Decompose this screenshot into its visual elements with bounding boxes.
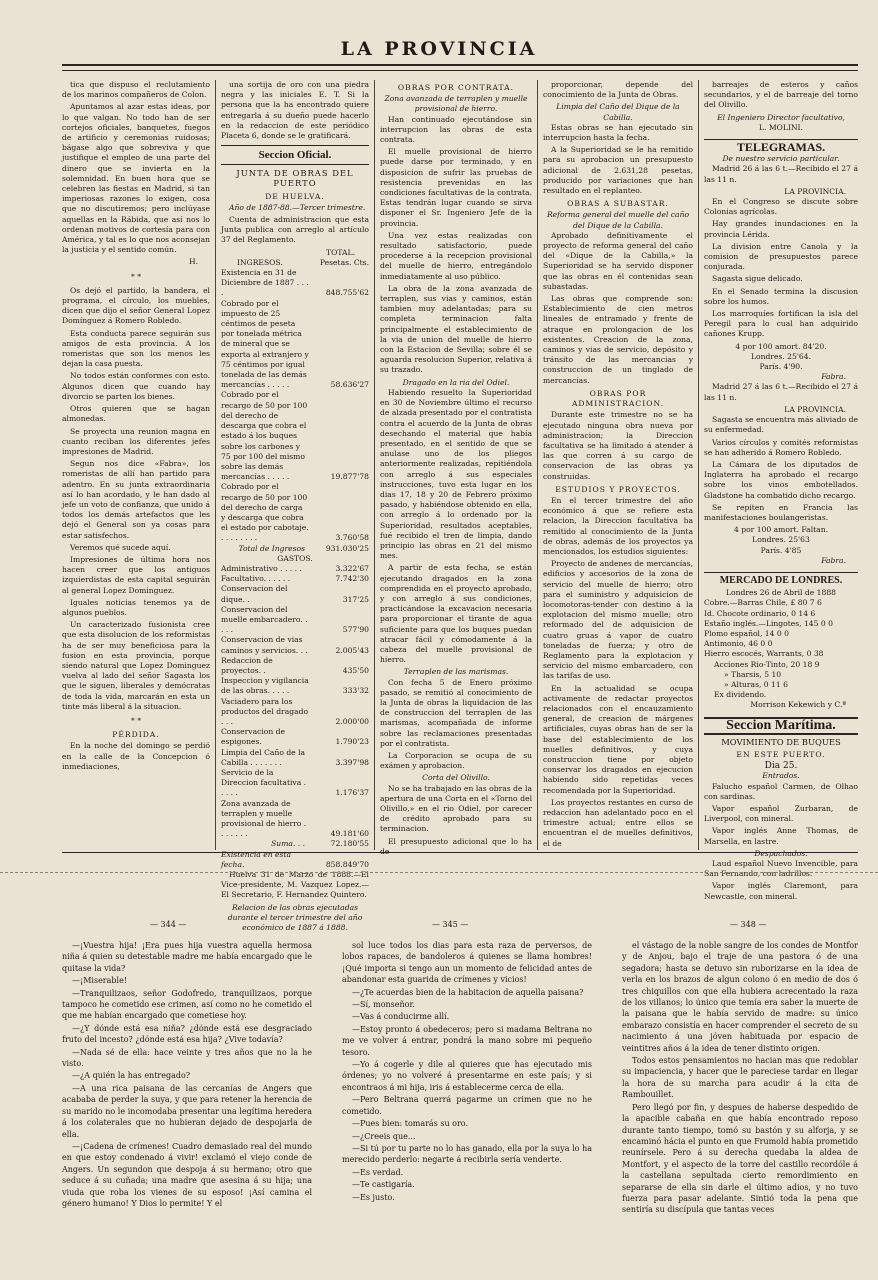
folletin-paragraph: —Pero Beltrana querrá pagarme un crimen que no he cometido. [342, 1095, 592, 1116]
folletin-paragraph: el vástago de la noble sangre de los condes de Montfor y de Anjou, bajo el traje de una pastora ó de una segadora; hasta se detuvo sin ruborizarse en la idea de verla en los brazos de algun colono ó en medio de dos ó tres chiquillos con que ella hubiera acrecentado la raza de los villanos; lo único que temía era saber la muerte de la paisana que le había servido de madre: su único embarazo consistía en hacer comprender el secreto de su nacimiento á una jóven habituada por espacio de veintitres años á la idea de tener distinto origen. [622, 941, 858, 1053]
reforma-title: Reforma general del muelle del caño del Dique de la Cabilla. [546, 210, 690, 230]
ship-line: Vapor español Zurbaran, de Liverpool, con mineral. [704, 804, 858, 824]
folletin-paragraph: —¿Creeis que... [352, 1131, 416, 1141]
paragraph: proporcionar, depende del conocimiento de la Junta de Obras. [543, 80, 693, 100]
table-row [221, 635, 369, 655]
row-label: Conservacion de vias caminos y servicios. . . [221, 635, 308, 655]
junta-title: JUNTA DE OBRAS DEL PUERTO [236, 168, 354, 189]
fabra-sign: Fabra. [821, 555, 846, 565]
telegram-line: La division entre Canola y la comision de presupuestos parece conjurada. [704, 241, 858, 272]
table-row [221, 584, 369, 604]
telegram-line: Los marroquíes fortifican la isla del Peregil para lo cual han adquirido cañones Krupp. [704, 309, 858, 339]
telegram-line: Madrid 26 á las 6 t.—Recibido el 27 á las 11 n. [704, 164, 858, 184]
folletin-paragraph: —Es justo. [352, 1192, 395, 1202]
telegram-line: Sagasta se encuentra más aliviado de su enfermedad. [704, 415, 858, 435]
folletin-paragraph: —Tranquilizaos, señor Godofredo, tranquilizaos, porque tampoco he cometido ese crimen, así como no he cometido el que me habían encargado que cometiese hoy. [62, 988, 312, 1021]
signature: H. [188, 257, 198, 267]
folletin-paragraph: —Pues bien: tomarás su oro. [352, 1119, 469, 1129]
row-amount: 577'90 [342, 625, 369, 635]
row-amount: 3.322'67 [335, 563, 369, 573]
paragraph: Proyecto de andenes de mercancías, edificios y accesorios de la zona de servicio del muelle de hierro; otro para el suministro y adquisicion de locomotoras-tender con destino á la explotacion del mismo muelle; otro reformado del de adquisicion de cuatro gruas á vapor de cuatro toneladas de fuerza; y otro de Reglamento para la explotacion y servicio del mismo embarcadero, con las tarifas de uso. [543, 559, 693, 681]
masthead-rule-thin [62, 70, 858, 71]
year-line: Año de 1887-88.—Tercer trimestre. [229, 202, 366, 212]
market-line: Londres. 25'64. [750, 351, 812, 361]
table-row [221, 268, 369, 299]
table-row [221, 748, 369, 768]
dia-title: Dia 25. [764, 761, 798, 772]
paragraph: Iguales noticias tenemos ya de algunos pueblos. [62, 597, 210, 617]
folio-345: — 345 — [432, 920, 469, 929]
movimiento-subtitle: EN ESTE PUERTO. [736, 749, 826, 759]
relacion-title: Relacion de las obras ejecutadas durante el tercer trimestre del año económico de 1887 á 1888. [227, 902, 363, 933]
paragraph: Los proyectos restantes en curso de redaccion han adelantado poco en el trimestre actual; entre ellos se encuentran el de muelles definitivos, el de [543, 797, 693, 848]
row-amount: 58.636'27 [330, 380, 369, 390]
table-row [221, 564, 369, 574]
folletin-paragraph: —Es verdad. [352, 1167, 404, 1177]
suma-amount: 72.180'55 [330, 839, 369, 849]
folletin-paragraph: Pero llegó por fin, y despues de haberse despedido de la apacible cabaña en que había encontrado reposo durante tanto tiempo, tomó su bastón y su alforja, y se encaminó hácia el punto en que Frumold había prometido reunírsele. Pero á su derecha quedaba la aldea de Montfort, y el aspecto de la torre del castillo recordóle á la castellana sepultada cierto remordimiento en separarse de ella sin darle el último adios, y no tuvo fuerza para pasar adelante. Sintió toda la pena que sentiría su discípula que tantas veces [622, 1102, 858, 1215]
row-amount: 3.397'98 [335, 757, 369, 767]
total-ingresos-label: Total de Ingresos [238, 543, 305, 553]
row-label: Facultativo. . . . . . [221, 574, 291, 584]
folletin-paragraph: Todos estos pensamientos no hacian mas que redoblar su impaciencia, y hacer que le pareciese tardar en llegar la hora de su marcha para acudir á la cita de Rambouillet. [622, 1056, 858, 1100]
market-line: 4 por 100 amort. 84'20. [735, 341, 827, 351]
intro: Cuenta de administracion que esta Junta publica con arreglo al artículo 37 del Reglamento. [221, 215, 369, 245]
row-label: Redaccion de proyectos. . [221, 655, 273, 675]
table-row [221, 768, 369, 799]
row-label: Limpia del Caño de la Cabilla . . . . . . . [221, 747, 306, 767]
mercado-line: Hierro escocés, Warrants, 0 38 [704, 649, 824, 659]
mercado-line: Acciones Rio-Tinto, 20 18 9 [714, 659, 820, 669]
telegram-line: En el Congreso se discute sobre Colonias agrícolas. [704, 197, 858, 217]
row-label: Zona avanzada de terraplen y muelle provisional de hierro . . . . . . . [221, 798, 307, 839]
mercado-line: Cobre.—Barras Chile, £ 80 7 6 [704, 598, 822, 608]
column-5 [704, 80, 858, 901]
folletin-paragraph: sol luce todos los dias para esta raza de perversos, de lobos rapaces, de bandoleros á quienes se llama hombres! ¡Qué importa si tengo aun un momento de felicidad antes de abandonar esta guarida de crímenes y vicios! [342, 941, 592, 985]
corta-title: Corta del Olivillo. [422, 773, 490, 783]
telegram-line: La Cámara de los diputados de Inglaterra ha aprobado el recargo sobre los vinos embotellados. Gladstone ha combatido dicho recargo. [704, 459, 858, 500]
paragraph: La Corporacion se ocupa de su exámen y aprobacion. [380, 751, 532, 771]
row-label: Conservacion del dique. . [221, 584, 288, 604]
paragraph: A la Superioridad se le ha remitido para su aprobacion un presupuesto adicional de 2.631,28 pesetas, producido por variaciones que han resultado en el replanteo. [543, 145, 693, 196]
row-label: Vaciadero para los productos del dragado . . . [221, 696, 309, 726]
table-row [221, 482, 369, 543]
paragraph: La obra de la zona avanzada de terraplen, sus vias y caminos, están tambien muy adelantadas; para su completa terminacion falta principalmente el establecimiento de la via de union del muelle de hierro con la Estacion de Sevilla; sobre él se aguarda resolucion Superior, relativa á su trazado. [380, 283, 532, 375]
paragraph: El muelle provisional de hierro puede darse por terminado, y en disposicion de sufrir las pruebas de resistencia prevenidas en las condiciones facultativas de la contrata. Estas tendrán lugar cuando se sirva disponer el Sr. Ingeniero Jefe de la provincia. [380, 147, 532, 228]
telegram-line: Varios círculos y comités reformistas se han adherido á Romero Robledo. [704, 437, 858, 457]
paragraph: El presupuesto adicional que lo ha de [380, 836, 532, 856]
table-row [221, 390, 369, 482]
row-label: Cobrado por el recargo de 50 por 100 del derecho de carga y descarga que cobra el estado por cabotaje. . . . . . . . . [221, 482, 309, 543]
table-row [221, 697, 369, 728]
entrados-title: Entrados. [762, 771, 800, 781]
row-amount: 317'25 [342, 594, 369, 604]
table-row [221, 727, 369, 747]
existencia-label: Existencia en esta fecha. [221, 849, 291, 869]
la-provincia-sign: LA PROVINCIA. [784, 186, 846, 196]
telegramas-subtitle: De nuestro servicio particular. [722, 154, 840, 164]
junta-subtitle: DE HUELVA. [265, 191, 325, 201]
pesetas-header: Pesetas. Cts. [319, 257, 369, 267]
folletin-paragraph: —¿A quién la has entregado? [72, 1071, 191, 1081]
row-amount: 848.755'62 [325, 288, 369, 298]
table-row [221, 299, 369, 391]
section-title-oficial: Seccion Oficial. [221, 145, 369, 165]
mercado-line: » Alturas, 0 11 6 [724, 679, 788, 689]
folletin-paragraph: —¿Te acuerdas bien de la habitacion de aquella paisana? [352, 987, 584, 997]
row-label: Servicio de la Direccion facultativa . . . . . [221, 768, 307, 798]
ingresos-table [221, 258, 369, 870]
row-amount: 2.005'43 [335, 645, 369, 655]
ship-line: Falucho español Carmen, de Olhao con sardinas. [704, 781, 858, 801]
paragraph: Otros quieren que se hagan almonedas. [62, 404, 210, 424]
total-header: TOTAL. [326, 247, 355, 257]
paragraph: A partir de esta fecha, se están ejecutando dragados en la zona comprendida en el proyecto aprobado, y con arreglo á sus condiciones, practicándose la excavacion necesaria para proporcionar el tirante de agua suficiente para que los buques puedan atracar fácil y cómodamente á la cabeza del muelle provisional de hierro. [380, 563, 532, 665]
mercado-line: Antimonio, 46 0 0 [704, 639, 773, 649]
mercado-line: Ex dividendo. [714, 690, 767, 700]
mercado-title: MERCADO DE LONDRES. [704, 572, 858, 586]
paragraph: Han continuado ejecutándose sin interrupcion las obras de esta contrata. [380, 114, 532, 145]
terraplen-title: Terraplen de las marismas. [403, 667, 509, 677]
row-amount: 1.176'37 [335, 788, 369, 798]
column-1 [62, 80, 210, 850]
la-provincia-sign: LA PROVINCIA. [784, 404, 846, 414]
column-divider [374, 80, 375, 850]
paragraph: Las obras que comprende son: Establecimiento de cien metros lineales de entramado y frente de atraque en prolongacion de los existentes. Creacion de la zona, caminos y vias de servicio, depósito y tránsito de las mercancias y construccion de un tinglado de mercancías. [543, 294, 693, 385]
row-amount: 49.181'60 [330, 829, 369, 839]
paragraph: Con fecha 5 de Enero próximo pasado, se remitió al conocimiento de la Junta de obras la liquidacion de las de construccion del terraplen de las marismas, acompañada de informe sobre las reclamaciones presentadas por el contratista. [380, 677, 532, 748]
folletin-paragraph: —Si tú por tu parte no lo has ganado, ella por la suya lo ha merecido perderlo: negarte á recibirla sería venderte. [342, 1143, 592, 1165]
existencia-amount: 858.849'70 [325, 859, 369, 869]
row-amount: 333'32 [342, 686, 369, 696]
table-row [221, 605, 369, 636]
folletin-paragraph: —¡Miserable! [72, 976, 128, 986]
dragado-title: Dragado en la ria del Odiel. [402, 377, 510, 387]
row-amount: 1.790'23 [335, 737, 369, 747]
perdida-title: PÉRDIDA. [112, 730, 160, 740]
column-divider [215, 80, 216, 850]
row-amount: 7.742'30 [335, 574, 369, 584]
folletin-paragraph: —Te castigaría. [352, 1180, 415, 1190]
paragraph: Se proyecta una reunion magna en cuanto reciban los diferentes jefes impresiones de Madrid. [62, 426, 210, 456]
table-row [221, 656, 369, 676]
row-label: Conservacion del muelle embarcadero. . . . . [221, 604, 308, 635]
paragraph: barreajes de esteros y caños secundarios, y el de barreaje del torno del Olivillo. [704, 80, 858, 110]
paragraph: Estas obras se han ejecutado sin interrupcion hasta la fecha. [543, 122, 693, 143]
paragraph: No se ha trabajado en las obras de la apertura de una Corta en el «Torno del Olivillo,» en el rio Odiel, por carecer de crédito aprobado para su terminacion. [380, 783, 532, 834]
mercado-line: » Tharsis, 5 10 [724, 669, 782, 679]
engineer-name: L. MOLINI. [759, 122, 803, 132]
ship-line: Vapor inglés Claremont, para Newcastle, con mineral. [704, 881, 858, 901]
paragraph: Apuntamos al azar estas ideas, por lo que valgan. No todo han de ser cortejos oficiales, banquetes, fuegos de artificio y ceremonias ruidosas; bágase algo que sobreviva y que justifique el empleo de una parte del dinero que se invierta en la solemnidad. En buen hora que se celebren las fiestas en Madrid, si tan imperiosas razones lo exigen, cosa que no discutiremos; pero inclúyase aquellas en la Rábida, que así nos lo ordenan motivos de cortesía para con América, y tal es lo que nos aconsejan la justicia y el sentido común. [62, 102, 210, 255]
row-amount: 3.760'58 [335, 533, 369, 543]
paragraph: Os dejó el partido, la bandera, el programa, el círculo, los muebles, dicen que dijo el señor General Lopez Domínguez á Romero Robledo. [62, 285, 210, 326]
row-amount: 2.000'00 [335, 716, 369, 726]
masthead: LA PROVINCIA [340, 38, 538, 60]
folletin-paragraph: —¿Y dónde está esa niña? ¿dónde está ese desgraciado fruto del incesto? ¿dónde está esa hija? ¿Vive todavía? [62, 1023, 312, 1045]
row-label: Cobrado por el impuesto de 25 céntimos de peseta por tonelada métrica de mineral que se exporta al extranjero y 75 céntimos por igual tonelada de las demás mercancías . . . . . [221, 298, 309, 390]
mercado-line: Id. Chocote ordinario, 0 14 6 [704, 608, 816, 618]
paragraph: Esta conducta parece seguirán sus amigos de esta provincia. A los romeristas que son los menos les dejan la casa puesta. [62, 328, 210, 369]
market-line: 4 por 100 amort. Faltan. [733, 525, 829, 535]
estudios-header: ESTUDIOS Y PROYECTOS. [555, 484, 681, 494]
table-row [221, 676, 369, 696]
folio-344: — 344 — [150, 920, 187, 929]
paragraph: Habiendo resuelto la Superioridad en 30 de Noviembre último el recurso de alzada presentado por el contratista contra el acuerdo de la Junta de obras desechando el material que había presentado, en el sentido de que se anulase uno de los pliegos anteriormente realizadas, repitiéndola con arreglo á sus especiales instrucciones, tuvo esta lugar en los dias 17, 18 y 20 de Febrero próximo pasado, y habiéndose obtenido en ella, con arreglo á lo ordenado por la Superioridad, resultados aceptables, fué recibido el tren de limpia, dando principio las obras en 21 del mismo mes. [380, 387, 532, 561]
section-title-maritima: Seccion Marítima. [704, 717, 858, 735]
mercado-signature: Morrison Kekewich y C.ª [750, 700, 846, 710]
table-row [221, 799, 369, 840]
zona-title: Zona avanzada de terraplen y muelle provisional de hierro. [384, 94, 528, 114]
date-line: Huelva 31 de Marzo de 1888.—El Vice-presidente, M. Vazquez Lopez.—El Secretario, F. Hernandez Quintero. [221, 870, 369, 900]
row-label: Administrativo . . . . . [221, 563, 302, 573]
limpia-title: Limpia del Caño del Dique de la Cabilla. [556, 102, 680, 122]
folletin-paragraph: —¡Cadena de crímenes! Cuadro demasiado real del mundo en que estoy condenado á vivir! exclamó el viejo conde de Angers. Un segundon que despoja á su hermano; otro que seduce á su cuñada; una madre que asesina á su hija; una viuda que roba los vienes de su esposo! ¡Así camina el género humano! Y Dios lo permite! Y el [62, 1141, 312, 1208]
row-amount: 19.877'78 [330, 472, 369, 482]
column-3 [380, 80, 532, 856]
row-label: Cobrado por el recargo de 50 por 100 del derecho de descarga que cobra el estado á los buques sobre los carbones y 75 por 100 del mismo sobre las demás mercancías . . . . . [221, 390, 308, 482]
paragraph: Impresiones de última hora nos hacen creer que los antiguos izquierdistas de esta capital seguirán al general Lopez Dominguez. [62, 554, 210, 595]
paragraph: En la actualidad se ocupa activamente de redactar proyectos relacionados con el encauzamiento general, de creacion de márgenes artificiales, cuyas obras han de ser la base del establecimiento de los muelles definitivos, y cuya construccion tiene por objeto conservar los dragados en ejecucion habiendo sido repetidas veces recomendada por la Superioridad. [543, 683, 693, 795]
paragraph: Un caracterizado fusionista cree que esta disolucion de los reformistas ha de ser muy beneficiosa para la fusion en esta provincia, porque siendo natural que Lopez Dominguez vuelva al lado del señor Sagasta los que le siguen, liberales y demócratas de toda la vida, marcarán en esta un tinte más liberal á la situacion. [62, 620, 210, 711]
folletin-paragraph: —Nada sé de ella: hace veinte y tres años que no la he visto. [62, 1047, 312, 1069]
separator-stars: * * [130, 271, 141, 281]
row-amount: 435'50 [342, 665, 369, 675]
engineer-signature: El Ingeniero Director facultativo, [717, 112, 845, 122]
column-2 [221, 80, 369, 933]
paragraph: Segun nos dice «Fabra», los romeristas de allí han partido para adentro. En su junta extraordinaria así lo han acordado, y le han dado al jefe un voto de confianza, que unido á todos los demás artefactos que les dejó el General son ya cosas para estar satisfechos. [62, 459, 210, 540]
fabra-sign: Fabra. [821, 372, 846, 382]
subasta-header: OBRAS A SUBASTAR. [567, 199, 669, 209]
telegramas-title: TELEGRAMAS. [704, 139, 858, 152]
column-4 [543, 80, 693, 850]
telegram-line: Madrid 27 á las 6 t.—Recibido el 27 á las 11 n. [704, 382, 858, 402]
suma-label: Suma. . . [271, 839, 305, 849]
market-line: Londres. 25'63 [752, 535, 810, 545]
row-label: Inspeccion y vigilancia de las obras. . . . . [221, 676, 309, 696]
masthead-rule [62, 64, 858, 66]
ship-line: Laud español Nuevo Invencible, para San Fernando, con ladrillos. [704, 859, 858, 879]
folletin-paragraph: —Estoy pronto á obedeceros; pero si madama Beltrana no me ve volver á entrar, pondrá la mano sobre mi pequeño tesoro. [342, 1024, 592, 1057]
folletin-column-1 [62, 940, 312, 1270]
ingresos-header: INGRESOS. [237, 257, 283, 267]
paragraph: Una vez estas realizadas con resultado satisfactorio, puede procederse á la recepcion provisional del muelle de hierro, entregándolo inmediatamente al uso público. [380, 230, 532, 281]
paragraph: En el tercer trimestre del año económico á que se refiere esta relacion, la Direccion facultativa ha remitido al conocimiento de la Junta de obras, además de los proyectos ya mencionados, los estudios siguientes: [543, 495, 693, 556]
movimiento-title: MOVIMIENTO DE BUQUES [721, 736, 841, 747]
mercado-line: Londres 26 de Abril de 1888 [726, 588, 836, 598]
folletin-paragraph: —Yo á cogerle y dile al quieres que has ejecutado mis órdenes; yo no volveré á presentarme en este país; y si encontraos á mi hija, iris á establecerme cerca de ella. [342, 1060, 592, 1092]
obras-contrata-header: OBRAS POR CONTRATA. [397, 83, 515, 92]
folletin-paragraph: —Sí, monseñor. [352, 1000, 415, 1010]
folletin-paragraph: —¡Vuestra hija! ¡Era pues hija vuestra aquella hermosa niña á quien su detestable madre me había encargado que le quitase la vida? [62, 941, 312, 973]
paragraph: una sortija de oro con una piedra negra y las iniciales E. T. Si la persona que la ha encontrado quiere entregarla á su dueño puede hacerlo en la redaccion de este periódico Placeta 6, donde se le gratificará. [221, 80, 369, 141]
telegram-line: En el Senado termina la discusion sobre los humos. [704, 286, 858, 306]
telegram-line: Se repiten en Francia las manifestaciones boulangeristas. [704, 502, 858, 522]
mercado-line: Estaño inglés.—Lingotes, 145 0 0 [704, 618, 833, 628]
paragraph: En la noche del domingo se perdió en la calle de la Concepcion ó inmediaciones, [62, 741, 210, 771]
column-divider [698, 80, 699, 850]
fold-line [0, 872, 878, 873]
total-ingresos-amount: 931.030'25 [325, 543, 369, 553]
administracion-header: OBRAS POR ADMINISTRACION. [571, 388, 665, 409]
paragraph: No todos están conformes con esto. Algunos dicen que cuando hay divorcio se parten los bienes. [62, 371, 210, 401]
paragraph: tica que dispuso el reclutamiento de los marinos compañeros de Colon. [62, 80, 210, 100]
telegram-line: Sagasta sigue delicado. [712, 274, 803, 284]
separator-stars: * * [130, 715, 141, 725]
column-divider [537, 80, 538, 850]
paragraph: Aprobado definitivamente el proyecto de reforma general del caño del «Dique de la Cabilla,» la Superioridad se ha servido disponer que las obras en él contenidas sean subastadas. [543, 230, 693, 291]
folletin-paragraph: —A una rica paisana de las cercanías de Angers que acababa de perder la suya, y que para retener la herencia de su marido no le incomodaba presentar una legítima heredera á los colaterales que no hubieran dejado de despojarla de ella. [62, 1083, 312, 1139]
folio-348: — 348 — [730, 920, 767, 929]
folletin-column-3 [622, 940, 858, 1270]
bottom-rule [62, 852, 858, 853]
market-line: París. 4'90. [759, 362, 803, 372]
despachados-title: Despachados. [754, 848, 808, 858]
market-line: París. 4'85 [760, 545, 802, 555]
gastos-header: GASTOS. [277, 553, 313, 563]
paragraph: Durante este trimestre no se ha ejecutado ninguna obra nueva por administracion; la Direccion facultativa se ha limitado á atender á las que corren á su cargo de conservacion de las obras ya construidas. [543, 410, 693, 481]
row-label: Conservacion de espigones. [221, 727, 286, 747]
mercado-line: Plomo español, 14 0 0 [704, 628, 789, 638]
folletin-paragraph: —Vas á conducirme allí. [352, 1012, 450, 1022]
table-row [221, 574, 369, 584]
folletin-column-2 [342, 940, 592, 1270]
row-label: Existencia en 31 de Diciembre de 1887 . . . . [221, 268, 309, 298]
telegram-line: Hay grandes inundaciones en la provincia Lérida. [704, 219, 858, 239]
paragraph: Veremos qué sucede aquí. [70, 542, 171, 552]
ship-line: Vapor inglés Anne Thomas, de Marsella, en lastre. [704, 826, 858, 846]
